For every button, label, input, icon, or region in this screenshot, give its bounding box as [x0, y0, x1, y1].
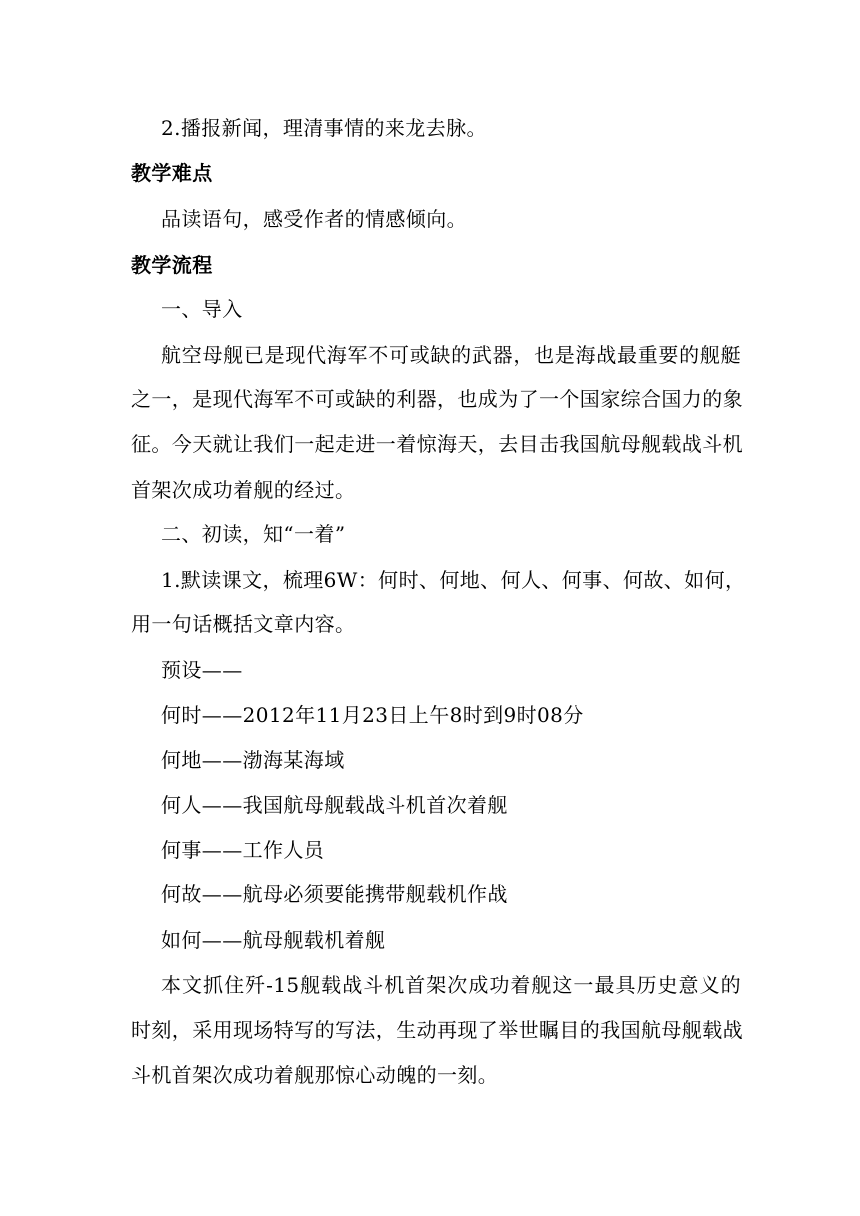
intro-paragraph-line: 航空母舰已是现代海军不可或缺的武器，也是海战最重要的舰艇 — [161, 343, 741, 367]
six-w-item: 何时——2012年11月23日上午8时到9时08分 — [161, 703, 584, 727]
intro-paragraph-line: 首架次成功着舰的经过。 — [131, 478, 356, 502]
six-w-item: 何故——航母必须要能携带舰载机作战 — [161, 882, 508, 906]
six-w-item: 如何——航母舰载机着舰 — [161, 928, 386, 952]
task-1-line: 1.默读课文，梳理6W：何时、何地、何人、何事、何故、如何， — [161, 568, 746, 592]
intro-paragraph-line: 征。今天就让我们一起走进一着惊海天，去目击我国航母舰载战斗机 — [131, 432, 743, 456]
task-1-line: 用一句话概括文章内容。 — [131, 612, 356, 636]
difficulty-text: 品读语句，感受作者的情感倾向。 — [161, 207, 467, 231]
six-w-item: 何事——工作人员 — [161, 838, 325, 862]
preset-label: 预设—— — [161, 658, 243, 682]
difficulty-heading: 教学难点 — [131, 161, 213, 185]
summary-line: 本文抓住歼-15舰载战斗机首架次成功着舰这一最具历史意义的 — [161, 973, 741, 997]
summary-line: 时刻，采用现场特写的写法，生动再现了举世瞩目的我国航母舰载战 — [131, 1018, 743, 1042]
six-w-item: 何地——渤海某海域 — [161, 748, 345, 772]
section-1-title: 一、导入 — [161, 297, 243, 321]
summary-line: 斗机首架次成功着舰那惊心动魄的一刻。 — [131, 1063, 499, 1087]
intro-paragraph-line: 之一，是现代海军不可或缺的利器，也成为了一个国家综合国力的象 — [131, 387, 743, 411]
process-heading: 教学流程 — [131, 253, 213, 277]
six-w-item: 何人——我国航母舰载战斗机首次着舰 — [161, 793, 508, 817]
objective-item-2: 2.播报新闻，理清事情的来龙去脉。 — [161, 116, 487, 140]
section-2-title: 二、初读，知“一着” — [161, 522, 346, 546]
